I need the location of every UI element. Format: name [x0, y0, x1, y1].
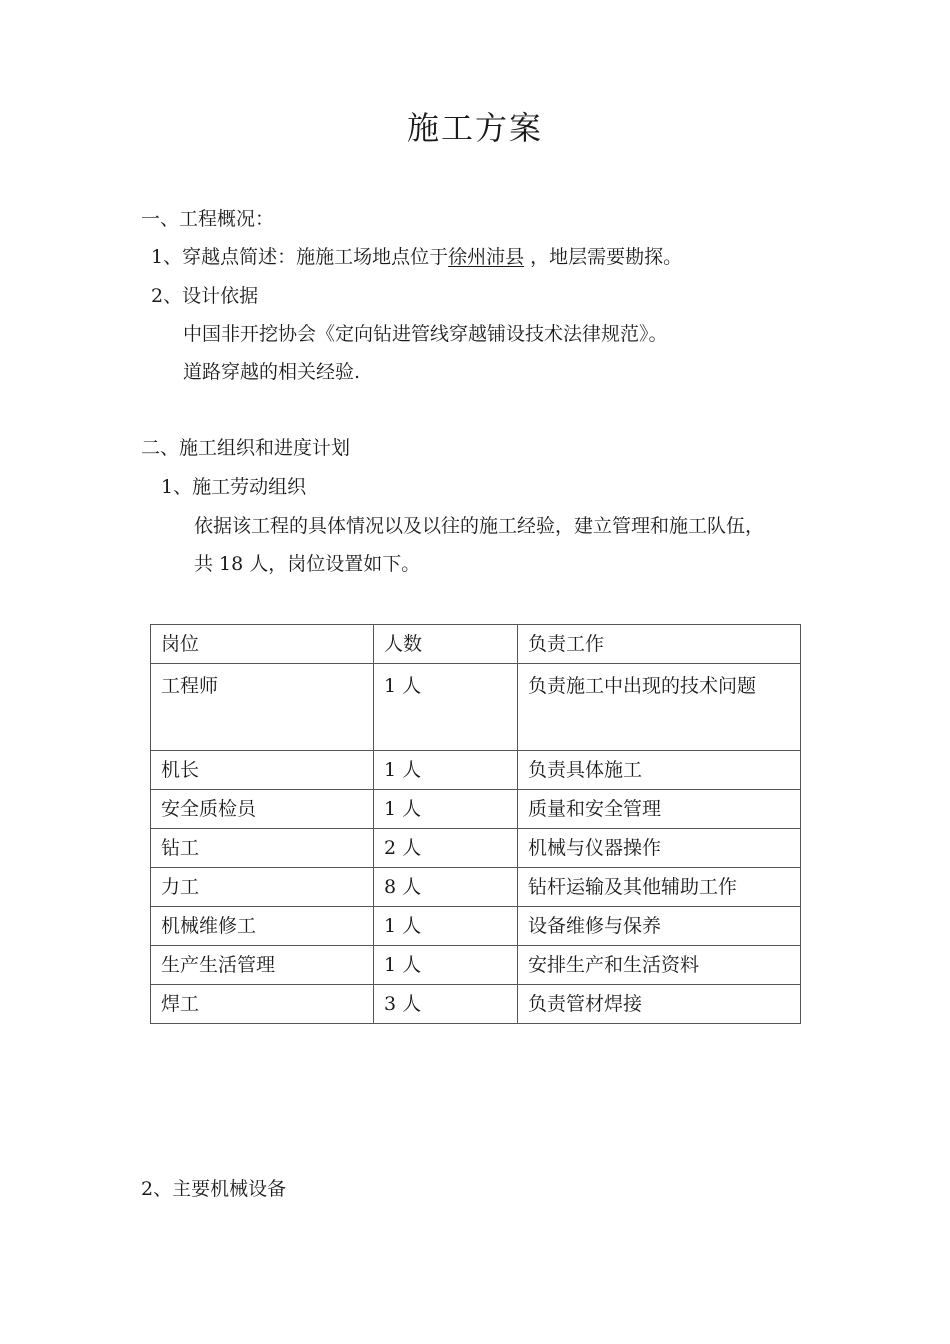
labor-organization-heading: 1、施工劳动组织 — [161, 476, 307, 498]
duty-cell: 负责施工中出现的技术问题 — [518, 664, 801, 751]
table-row — [151, 907, 801, 946]
duty-cell: 负责管材焊接 — [518, 985, 801, 1024]
crossing-point-prefix: 1、穿越点简述：施施工场地点位于 — [151, 246, 449, 268]
labor-paragraph-line-1: 依据该工程的具体情况以及以往的施工经验，建立管理和施工队伍， — [194, 515, 765, 537]
table-row — [151, 946, 801, 985]
crossing-point-suffix: ，地层需要勘探。 — [524, 246, 683, 268]
duty-cell: 安排生产和生活资料 — [518, 946, 801, 985]
header-cell-position: 岗位 — [151, 625, 374, 664]
duty-cell: 质量和安全管理 — [518, 790, 801, 829]
design-basis-standard: 中国非开挖协会《定向钻进管线穿越铺设技术法律规范》。 — [183, 323, 668, 345]
position-cell: 机械维修工 — [151, 907, 374, 946]
machinery-heading: 2、主要机械设备 — [141, 1178, 287, 1200]
document-title: 施工方案 — [406, 109, 543, 147]
position-cell: 生产生活管理 — [151, 946, 374, 985]
table-row — [151, 985, 801, 1024]
count-cell: 1 人 — [374, 907, 518, 946]
duty-cell: 机械与仪器操作 — [518, 829, 801, 868]
design-basis-heading: 2、设计依据 — [151, 285, 259, 307]
duty-cell: 钻杆运输及其他辅助工作 — [518, 868, 801, 907]
crossing-point-description — [151, 244, 682, 270]
table-row — [151, 790, 801, 829]
design-basis-experience: 道路穿越的相关经验. — [183, 361, 361, 383]
staffing-table — [150, 624, 801, 1024]
duty-cell: 设备维修与保养 — [518, 907, 801, 946]
header-cell-duty: 负责工作 — [518, 625, 801, 664]
position-cell: 焊工 — [151, 985, 374, 1024]
position-cell: 安全质检员 — [151, 790, 374, 829]
labor-paragraph-line-2: 共 18 人，岗位设置如下。 — [194, 553, 421, 575]
section-2-heading: 二、施工组织和进度计划 — [141, 437, 351, 459]
position-cell: 力工 — [151, 868, 374, 907]
position-cell: 钻工 — [151, 829, 374, 868]
table-row — [151, 829, 801, 868]
count-cell: 3 人 — [374, 985, 518, 1024]
position-cell: 机长 — [151, 751, 374, 790]
table-row — [151, 751, 801, 790]
count-cell: 1 人 — [374, 664, 518, 751]
count-cell: 1 人 — [374, 790, 518, 829]
table-header-row — [151, 625, 801, 664]
table-row — [151, 868, 801, 907]
location-text: 徐州沛县 — [448, 246, 525, 268]
table-row — [151, 664, 801, 751]
count-cell: 1 人 — [374, 946, 518, 985]
count-cell: 1 人 — [374, 751, 518, 790]
header-cell-count: 人数 — [374, 625, 518, 664]
position-cell: 工程师 — [151, 664, 374, 751]
count-cell: 8 人 — [374, 868, 518, 907]
duty-cell: 负责具体施工 — [518, 751, 801, 790]
section-1-heading: 一、工程概况： — [141, 208, 275, 230]
count-cell: 2 人 — [374, 829, 518, 868]
